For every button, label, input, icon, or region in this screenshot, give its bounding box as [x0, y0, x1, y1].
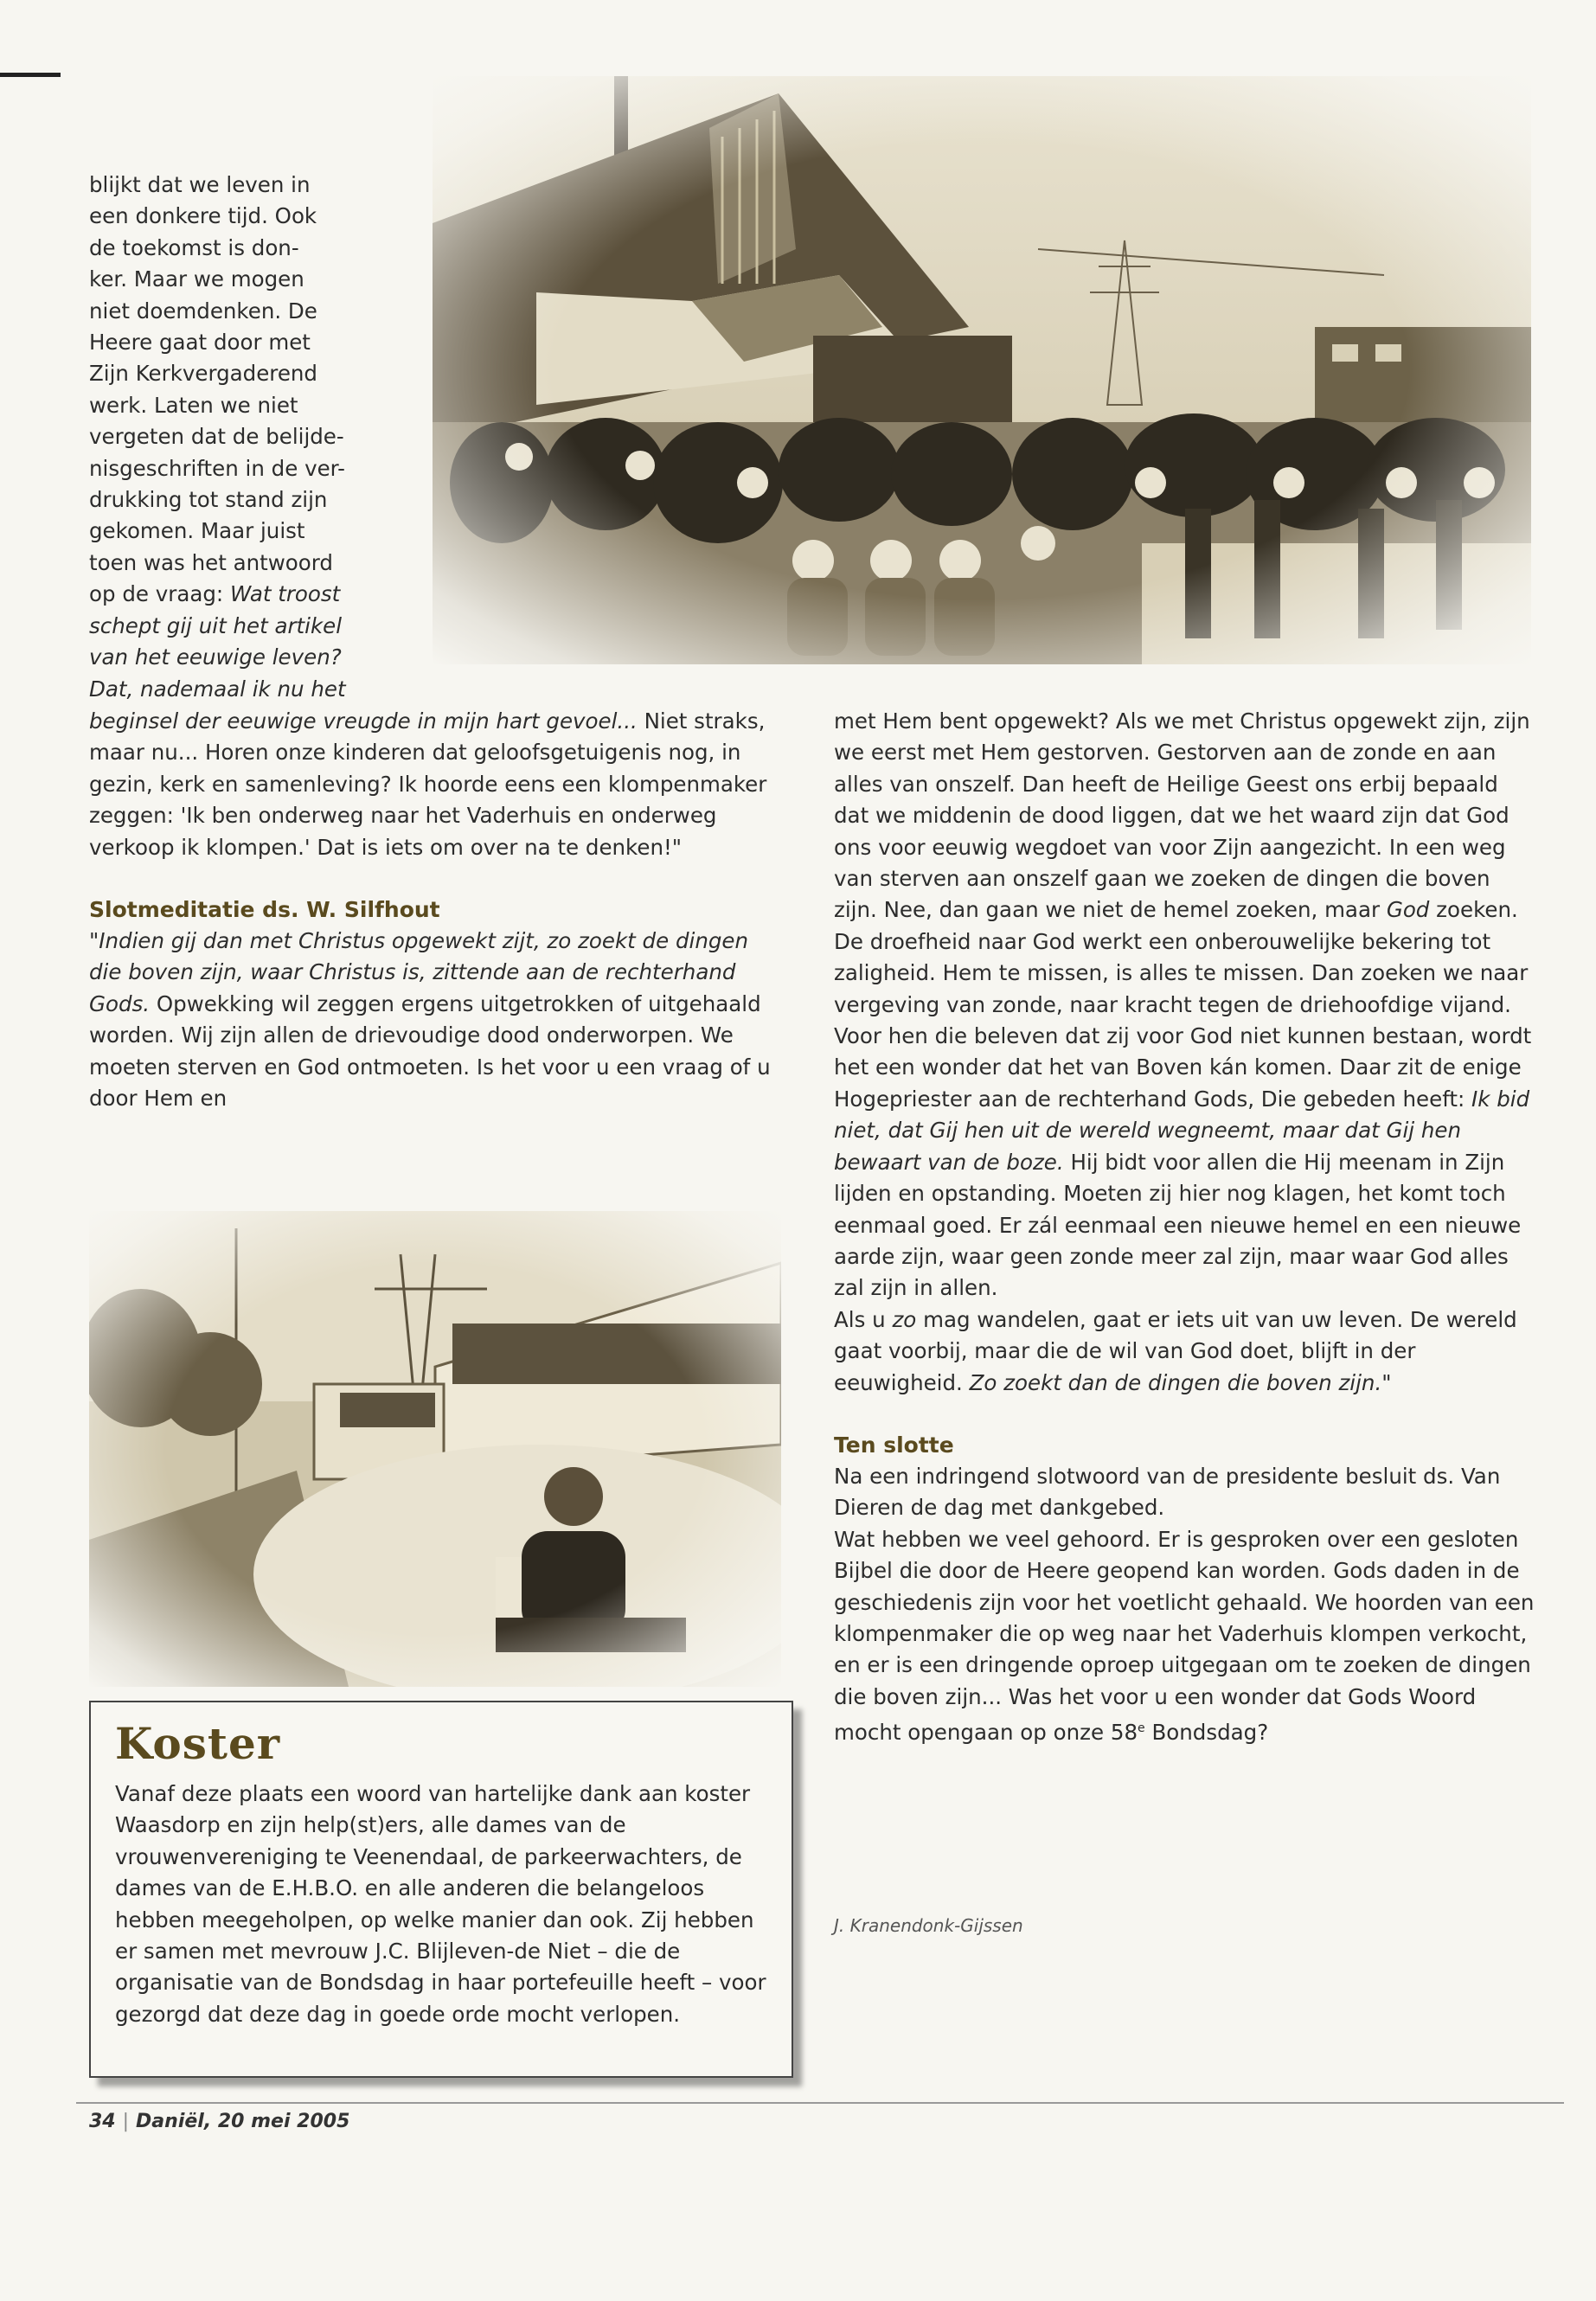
intro-line: gekomen. Maar juist: [89, 518, 305, 544]
church-crowd-illustration: [433, 76, 1531, 664]
paragraph-text: mag wandelen, gaat er iets uit van uw leven. De wereld gaat voorbij, maar die de wil van God doet, blijft in der eeuwigheid.: [834, 1306, 1517, 1395]
intro-line: drukking tot stand zijn: [89, 487, 328, 513]
paragraph-text: Wat hebben we veel gehoord. Er is gesproken over een gesloten Bijbel die door de Heere geopend kan worden. Gods daden in de geschiedenis zijn voor het voetlicht gehaald. We hoorden van een klompenmaker die op weg naar het Vaderhuis klompen verkocht, en er is een dringende oproep uitgegaan om te zoeken de dingen die boven zijn... Was het voor u een wonder dat Gods Woord mocht opengaan op onze 58: [834, 1526, 1535, 1746]
intro-line: toen was het antwoord: [89, 549, 333, 575]
paragraph-em: God: [1386, 897, 1430, 923]
page-number: 34: [89, 2111, 116, 2132]
buses-speaker-illustration: [89, 1211, 781, 1687]
paragraph-text: zoeken. De droefheid naar God werkt een onberouwelijke bekering tot zaligheid. Hem te missen, is alles te missen. Dan zoeken we naar vergeving van zonde, naar kracht tegen de driehoofdige vijand. Voor hen die beleven dat zij voor God niet kunnen bestaan, wordt het een wonder dat het van Boven kán komen. Daar zit de enige Hogepriester aan de rechterhand Gods, Die gebeden heeft:: [834, 897, 1532, 1112]
intro-line: [89, 611, 401, 642]
intro-line: [89, 674, 401, 705]
top-rule: [0, 73, 61, 77]
paragraph-text: Hij bidt voor allen die Hij meenam in Zijn lijden en opstanding. Moeten zij hier nog klagen, het komt toch eenmaal goed. Er zál eenmaal een nieuwe hemel en een nieuwe aarde zijn, waar geen zonde meer zal zijn, maar waar God alles zal zijn in allen.: [834, 1149, 1522, 1301]
intro-line: nisgeschriften in de ver-: [89, 455, 346, 481]
intro-em-line: schept gij uit het artikel: [89, 612, 343, 638]
heading-tenslotte: Ten slotte: [834, 1432, 954, 1458]
magazine-issue: Daniël, 20 mei 2005: [136, 2111, 350, 2132]
paragraph-tenslotte-2: [834, 1524, 1539, 1749]
intro-line: [89, 642, 401, 673]
intro-em-line: Dat, nademaal ik nu het: [89, 676, 346, 702]
paragraph-opgewekt: [834, 706, 1539, 1304]
intro-line: werk. Laten we niet: [89, 392, 298, 418]
column-right: [834, 706, 1539, 1749]
intro-line-text: op de vraag:: [89, 581, 230, 607]
paragraph-tenslotte-1: Na een indringend slotwoord van de presidente besluit ds. Van Dieren de dag met dankgebed.: [834, 1463, 1501, 1521]
intro-line: een donkere tijd. Ook: [89, 203, 317, 229]
paragraph-em: Ik bid niet, dat Gij hen uit de wereld wegneemt, maar dat Gij hen bewaart van de boze.: [834, 1086, 1530, 1175]
koster-title: Koster: [115, 1718, 281, 1769]
church-crowd-photo: [433, 76, 1531, 664]
paragraph-text: met Hem bent opgewekt? Als we met Christus opgewekt zijn, zijn we eerst met Hem gestorven. Gestorven aan de zonde en aan alles van onszelf. Dan heeft de Heilige Geest ons erbij bepaald dat we middenin de dood liggen, dat we het waard zijn dat God ons voor eeuwig wegdoet van voor Zijn aangezicht. In een weg van sterven aan onszelf gaan we zoeken de dingen die boven zijn. Nee, dan gaan we niet de hemel zoeken, maar: [834, 708, 1530, 923]
page-footer: [89, 2111, 349, 2132]
intro-line: de toekomst is don-: [89, 234, 299, 260]
column-left: [89, 706, 772, 1114]
ordinal-sup: e: [1138, 1721, 1145, 1736]
paragraph-em: beginsel der eeuwige vreugde in mijn hart gevoel...: [89, 708, 638, 734]
intro-line: Heere gaat door met: [89, 330, 311, 356]
intro-line: Zijn Kerkvergaderend: [89, 361, 317, 387]
paragraph-text: Als u: [834, 1306, 893, 1332]
paragraph-em: Zo zoekt dan de dingen die boven zijn.": [969, 1369, 1392, 1395]
paragraph-text: Niet straks, maar nu... Horen onze kinderen dat geloofsgetuigenis nog, in gezin, kerk en samenleving? Ik hoorde eens een klompenmaker zeggen: 'Ik ben onderweg naar het Vaderhuis en onderweg verkoop ik klompen.' Dat is iets om over na te denken!": [89, 708, 767, 860]
buses-speaker-photo: [89, 1211, 781, 1687]
intro-line: ker. Maar we mogen: [89, 266, 304, 292]
paragraph-klompenmaker: [89, 706, 772, 863]
paragraph-text: Opwekking wil zeggen ergens uitgetrokken of uitgehaald worden. Wij zijn allen de drievoudige dood onderworpen. We moeten sterven en God ontmoeten. Is het voor u een vraag of u door Hem en: [89, 990, 771, 1112]
koster-text: Vanaf deze plaats een woord van hartelijke dank aan koster Waasdorp en zijn help(st)ers, alle dames van de vrouwenvereniging te Veenendaal, de parkeerwachters, de dames van de E.H.B.O. en alle anderen die belangeloos hebben meegeholpen, op welke manier dan ook. Zij hebben er samen met mevrouw J.C. Blijleven-de Niet – die de organisatie van de Bondsdag in haar portefeuille heeft – voor gezorgd dat deze dag in goede orde mocht verlopen.: [115, 1781, 766, 2027]
intro-line: [89, 579, 401, 610]
author-signature: J. Kranendonk-Gijssen: [834, 1915, 1023, 1936]
intro-text: [89, 170, 401, 705]
intro-line: vergeten dat de belijde-: [89, 424, 344, 450]
intro-line: blijkt dat we leven in: [89, 172, 311, 197]
paragraph-wandelen: [834, 1304, 1539, 1399]
paragraph-slotmeditatie: [89, 926, 772, 1114]
footer-separator: |: [122, 2111, 130, 2132]
quote-em: "Indien gij dan met Christus opgewekt zijt, zo zoekt de dingen die boven zijn, waar Christus is, zittende aan de rechterhand Gods.: [89, 928, 749, 1016]
heading-slotmeditatie: Slotmeditatie ds. W. Silfhout: [89, 897, 440, 923]
koster-box: [89, 1701, 793, 2078]
intro-line: niet doemdenken. De: [89, 298, 317, 324]
intro-em-line: van het eeuwige leven?: [89, 644, 342, 670]
footer-rule: [76, 2102, 1564, 2104]
paragraph-em: zo: [892, 1306, 917, 1332]
intro-line-em: Wat troost: [229, 581, 341, 607]
paragraph-text: Bondsdag?: [1144, 1720, 1269, 1746]
